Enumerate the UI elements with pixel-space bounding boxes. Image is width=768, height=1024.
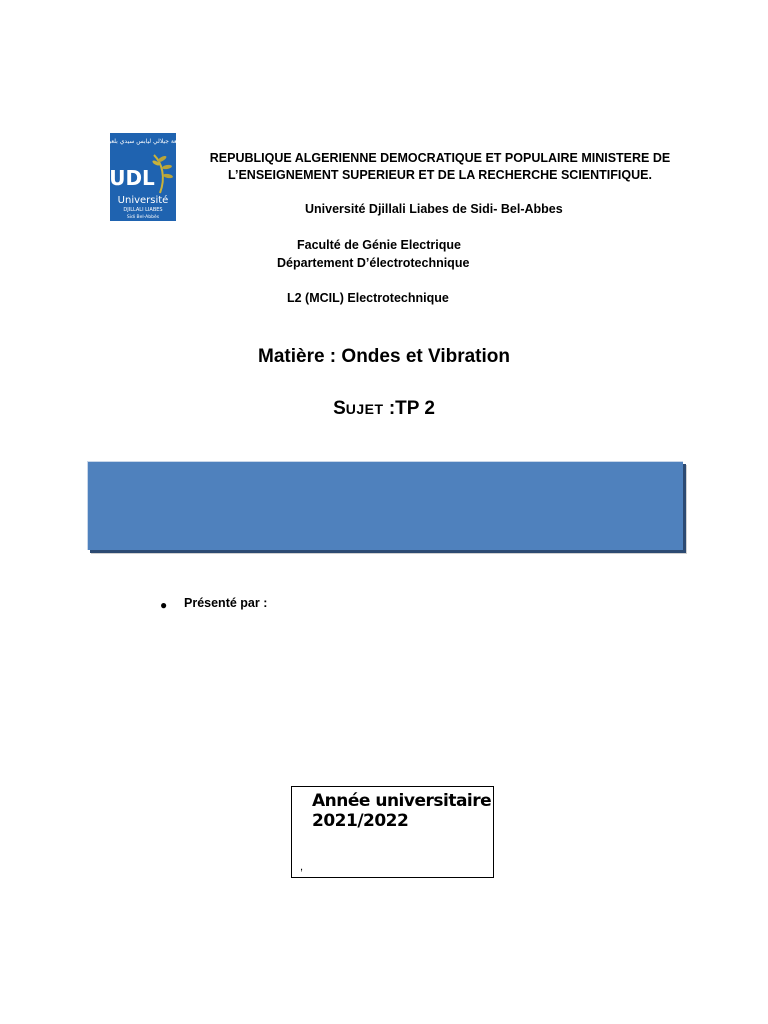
sujet-value: :TP 2: [383, 398, 435, 419]
bullet-icon: ●: [160, 598, 168, 612]
sujet-initial: S: [333, 398, 346, 419]
department-name: Département D’électrotechnique: [277, 256, 470, 270]
faculty-name: Faculté de Génie Electrique: [297, 238, 461, 252]
header-ministry-line1: REPUBLIQUE ALGERIENNE DEMOCRATIQUE ET POPULAIRE MINISTERE DE: [209, 151, 671, 165]
logo-arabic-text: جامعة جيلالي ليابس سيدي بلعباس: [100, 138, 186, 145]
comma-mark: ,: [300, 861, 304, 873]
university-name: Université Djillali Liabes de Sidi- Bel-Abbes: [305, 202, 563, 216]
blue-title-panel: [87, 461, 683, 550]
logo-city: Sidi Bel-Abbès: [126, 215, 160, 220]
logo-name: Université: [117, 195, 169, 206]
subject-sujet: [0, 398, 768, 420]
header-ministry-line2: L’ENSEIGNEMENT SUPERIEUR ET DE LA RECHERCHE SCIENTIFIQUE.: [228, 168, 652, 182]
presented-by-label: Présenté par :: [184, 596, 268, 610]
logo-subname: DJILLALI LIABES: [123, 207, 163, 213]
logo-monogram: UDL: [109, 166, 155, 190]
university-logo: [100, 133, 186, 221]
sujet-rest: UJET: [345, 401, 384, 417]
level-label: L2 (MCIL) Electrotechnique: [287, 291, 449, 305]
academic-year-value: 2021/2022: [312, 811, 409, 831]
academic-year-label: Année universitaire: [312, 791, 492, 811]
academic-year-box: [291, 786, 494, 878]
subject-matiere: Matière : Ondes et Vibration: [258, 346, 510, 367]
